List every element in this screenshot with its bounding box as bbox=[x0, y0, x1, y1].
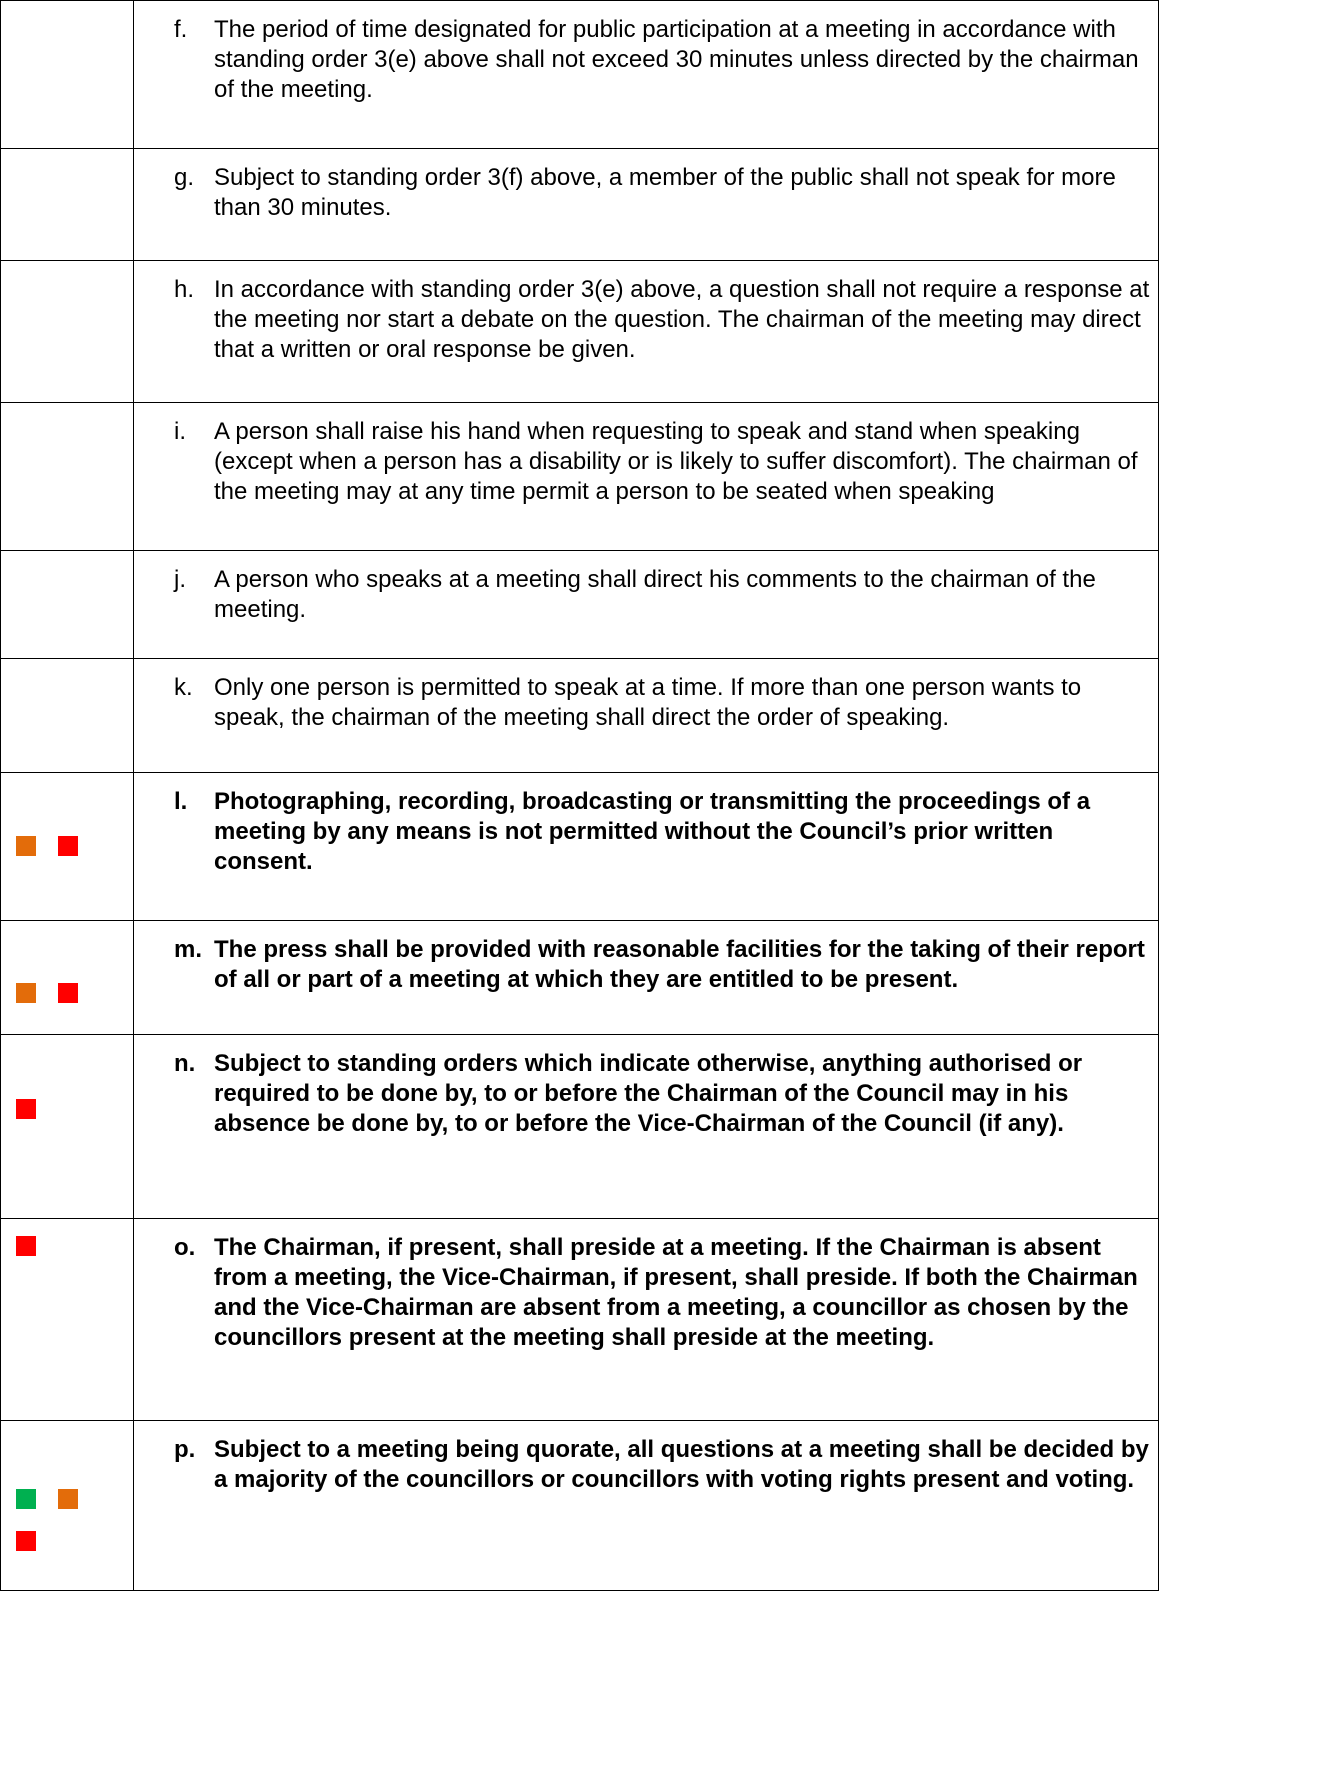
item-text: A person who speaks at a meeting shall direct his comments to the chairman of the meeting. bbox=[214, 566, 1096, 623]
marker-cell bbox=[1, 1, 134, 149]
item-letter: h. bbox=[174, 276, 195, 303]
item-letter: g. bbox=[174, 164, 195, 191]
item-letter: m. bbox=[174, 936, 203, 963]
item-text: The Chairman, if present, shall preside at a meeting. If the Chairman is absent from a meeting, the Vice-Chairman, if present, shall preside. If both the Chairman and the Vice-Chairman are absent from a meeting, a councillor as chosen by the councillors present at the meeting shall preside at the meeting. bbox=[214, 1234, 1138, 1351]
marker-cell bbox=[1, 1219, 134, 1421]
item-text: Subject to a meeting being quorate, all questions at a meeting shall be decided by a majority of the councillors or councillors with voting rights present and voting. bbox=[214, 1436, 1149, 1493]
item-text: Subject to standing orders which indicate otherwise, anything authorised or required to be done by, to or before the Chairman of the Council may in his absence be done by, to or before the Vice-Chairman of the Council (if any). bbox=[214, 1050, 1083, 1137]
item-letter: o. bbox=[174, 1234, 196, 1261]
red-marker-square bbox=[16, 1531, 36, 1551]
table-row bbox=[1, 773, 1159, 921]
table-row bbox=[1, 149, 1159, 261]
red-marker-square bbox=[58, 836, 78, 856]
red-marker-square bbox=[16, 1236, 36, 1256]
text-cell bbox=[134, 921, 1159, 1035]
list-item bbox=[134, 551, 1158, 625]
item-text: The press shall be provided with reasonable facilities for the taking of their report of all or part of a meeting at which they are entitled to be present. bbox=[214, 936, 1145, 993]
text-cell bbox=[134, 149, 1159, 261]
text-cell bbox=[134, 659, 1159, 773]
item-text: Only one person is permitted to speak at a time. If more than one person wants to speak, the chairman of the meeting shall direct the order of speaking. bbox=[214, 674, 1082, 731]
marker-cell bbox=[1, 1035, 134, 1219]
item-text: The period of time designated for public participation at a meeting in accordance with standing order 3(e) above shall not exceed 30 minutes unless directed by the chairman of the meeting. bbox=[214, 16, 1139, 103]
marker-cell bbox=[1, 921, 134, 1035]
list-item bbox=[134, 261, 1158, 365]
item-text: In accordance with standing order 3(e) above, a question shall not require a response at the meeting nor start a debate on the question. The chairman of the meeting may direct that a written or oral response be given. bbox=[214, 276, 1150, 363]
red-marker-square bbox=[58, 983, 78, 1003]
green-marker-square bbox=[16, 1489, 36, 1509]
text-cell bbox=[134, 403, 1159, 551]
text-cell bbox=[134, 773, 1159, 921]
item-letter: l. bbox=[174, 788, 188, 815]
list-item bbox=[134, 1, 1158, 105]
list-item bbox=[134, 1035, 1158, 1139]
marker-cell bbox=[1, 551, 134, 659]
marker-cell bbox=[1, 261, 134, 403]
list-item bbox=[134, 659, 1158, 733]
item-text: Subject to standing order 3(f) above, a member of the public shall not speak for more than 30 minutes. bbox=[214, 164, 1116, 221]
table-row bbox=[1, 921, 1159, 1035]
text-cell bbox=[134, 1421, 1159, 1591]
orange-marker-square bbox=[16, 983, 36, 1003]
item-letter: j. bbox=[174, 566, 186, 593]
table-row bbox=[1, 1219, 1159, 1421]
table-row bbox=[1, 261, 1159, 403]
table-row bbox=[1, 551, 1159, 659]
text-cell bbox=[134, 551, 1159, 659]
item-letter: n. bbox=[174, 1050, 196, 1077]
marker-cell bbox=[1, 1421, 134, 1591]
table-row bbox=[1, 659, 1159, 773]
text-cell bbox=[134, 1035, 1159, 1219]
orange-marker-square bbox=[58, 1489, 78, 1509]
item-letter: f. bbox=[174, 16, 188, 43]
table-row bbox=[1, 1, 1159, 149]
item-text: Photographing, recording, broadcasting or transmitting the proceedings of a meeting by any means is not permitted without the Council’s prior written consent. bbox=[214, 788, 1091, 875]
table-row bbox=[1, 403, 1159, 551]
list-item bbox=[134, 1219, 1158, 1353]
text-cell bbox=[134, 1, 1159, 149]
list-item bbox=[134, 921, 1158, 995]
marker-cell bbox=[1, 773, 134, 921]
list-item bbox=[134, 1421, 1158, 1495]
list-item bbox=[134, 773, 1158, 877]
orange-marker-square bbox=[16, 836, 36, 856]
text-cell bbox=[134, 1219, 1159, 1421]
item-letter: p. bbox=[174, 1436, 196, 1463]
item-letter: i. bbox=[174, 418, 186, 445]
marker-cell bbox=[1, 659, 134, 773]
list-item bbox=[134, 149, 1158, 223]
item-text: A person shall raise his hand when requesting to speak and stand when speaking (except when a person has a disability or is likely to suffer discomfort). The chairman of the meeting may at any time permit a person to be seated when speaking bbox=[214, 418, 1138, 505]
item-letter: k. bbox=[174, 674, 193, 701]
red-marker-square bbox=[16, 1099, 36, 1119]
table-row bbox=[1, 1421, 1159, 1591]
list-item bbox=[134, 403, 1158, 507]
marker-cell bbox=[1, 149, 134, 261]
marker-cell bbox=[1, 403, 134, 551]
table-row bbox=[1, 1035, 1159, 1219]
text-cell bbox=[134, 261, 1159, 403]
